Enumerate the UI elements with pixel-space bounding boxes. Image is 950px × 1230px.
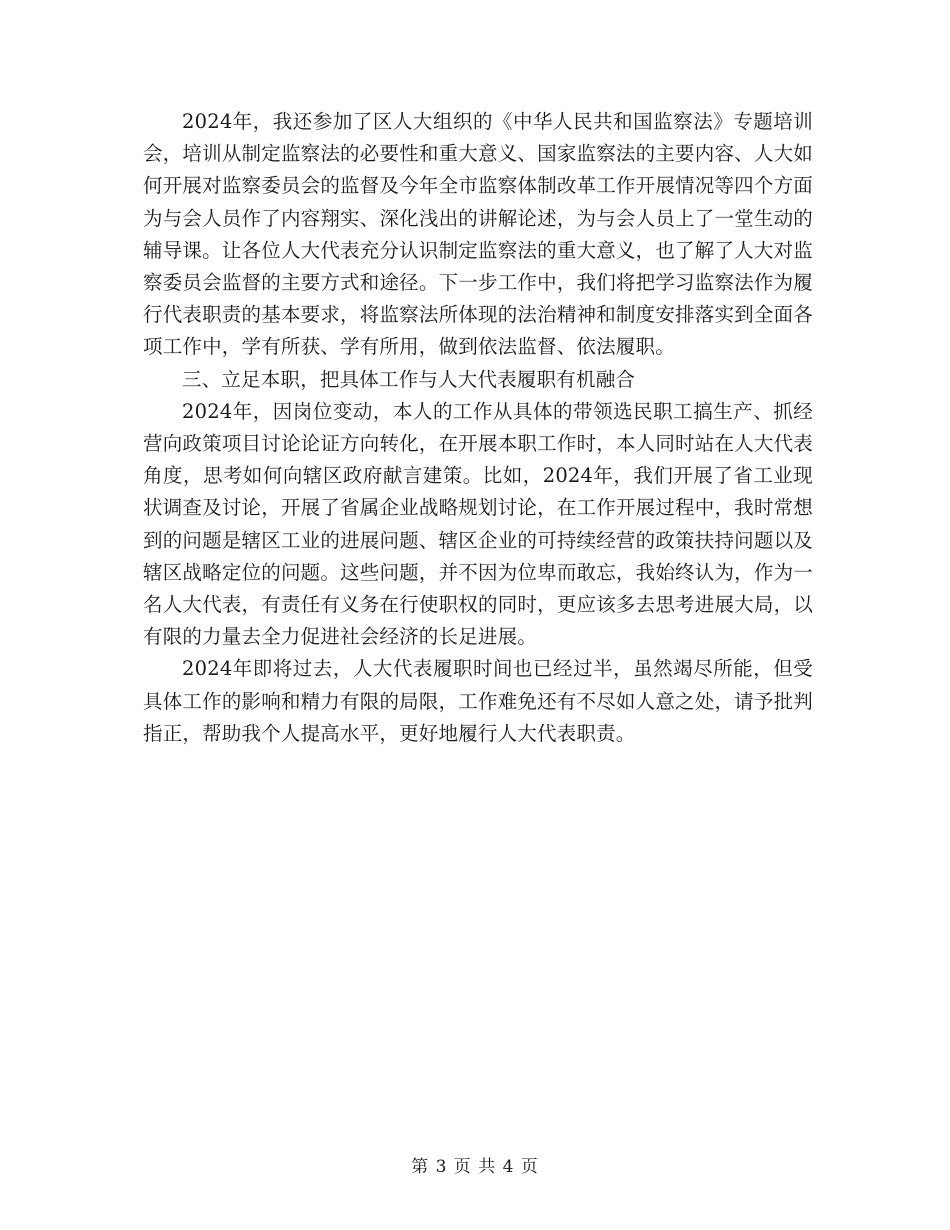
- document-body: [143, 106, 813, 750]
- paragraph-training: 2024年，我还参加了区人大组织的《中华人民共和国监察法》专题培训会，培训从制定监察法的必要性和重大意义、国家监察法的主要内容、人大如何开展对监察委员会的监督及今年全市监察体制改革工作开展情况等四个方面为与会人员作了内容翔实、深化浅出的讲解论述，为与会人员上了一堂生动的辅导课。让各位人大代表充分认识制定监察法的重大意义，也了解了人大对监察委员会监督的主要方式和途径。下一步工作中，我们将把学习监察法作为履行代表职责的基本要求，将监察法所体现的法治精神和制度安排落实到全面各项工作中，学有所获、学有所用，做到依法监督、依法履职。: [143, 110, 813, 359]
- section-heading-3: 三、立足本职，把具体工作与人大代表履职有机融合: [182, 367, 636, 391]
- paragraph-closing: 2024年即将过去，人大代表履职时间也已经过半，虽然竭尽所能，但受具体工作的影响和精力有限的局限，工作难免还有不尽如人意之处，请予批判指正，帮助我个人提高水平，更好地履行人大代表职责。: [143, 657, 813, 745]
- page-number-footer: 第 3 页 共 4 页: [411, 1157, 539, 1177]
- paragraph-work: 2024年，因岗位变动，本人的工作从具体的带领选民职工搞生产、抓经营向政策项目讨论论证方向转化，在开展本职工作时，本人同时站在人大代表角度，思考如何向辖区政府献言建策。比如，2024年，我们开展了省工业现状调查及讨论，开展了省属企业战略规划讨论，在工作开展过程中，我时常想到的问题是辖区工业的进展问题、辖区企业的可持续经营的政策扶持问题以及辖区战略定位的问题。这些问题，并不因为位卑而敢忘，我始终认为，作为一名人大代表，有责任有义务在行使职权的同时，更应该多去思考进展大局，以有限的力量去全力促进社会经济的长足进展。: [143, 399, 813, 649]
